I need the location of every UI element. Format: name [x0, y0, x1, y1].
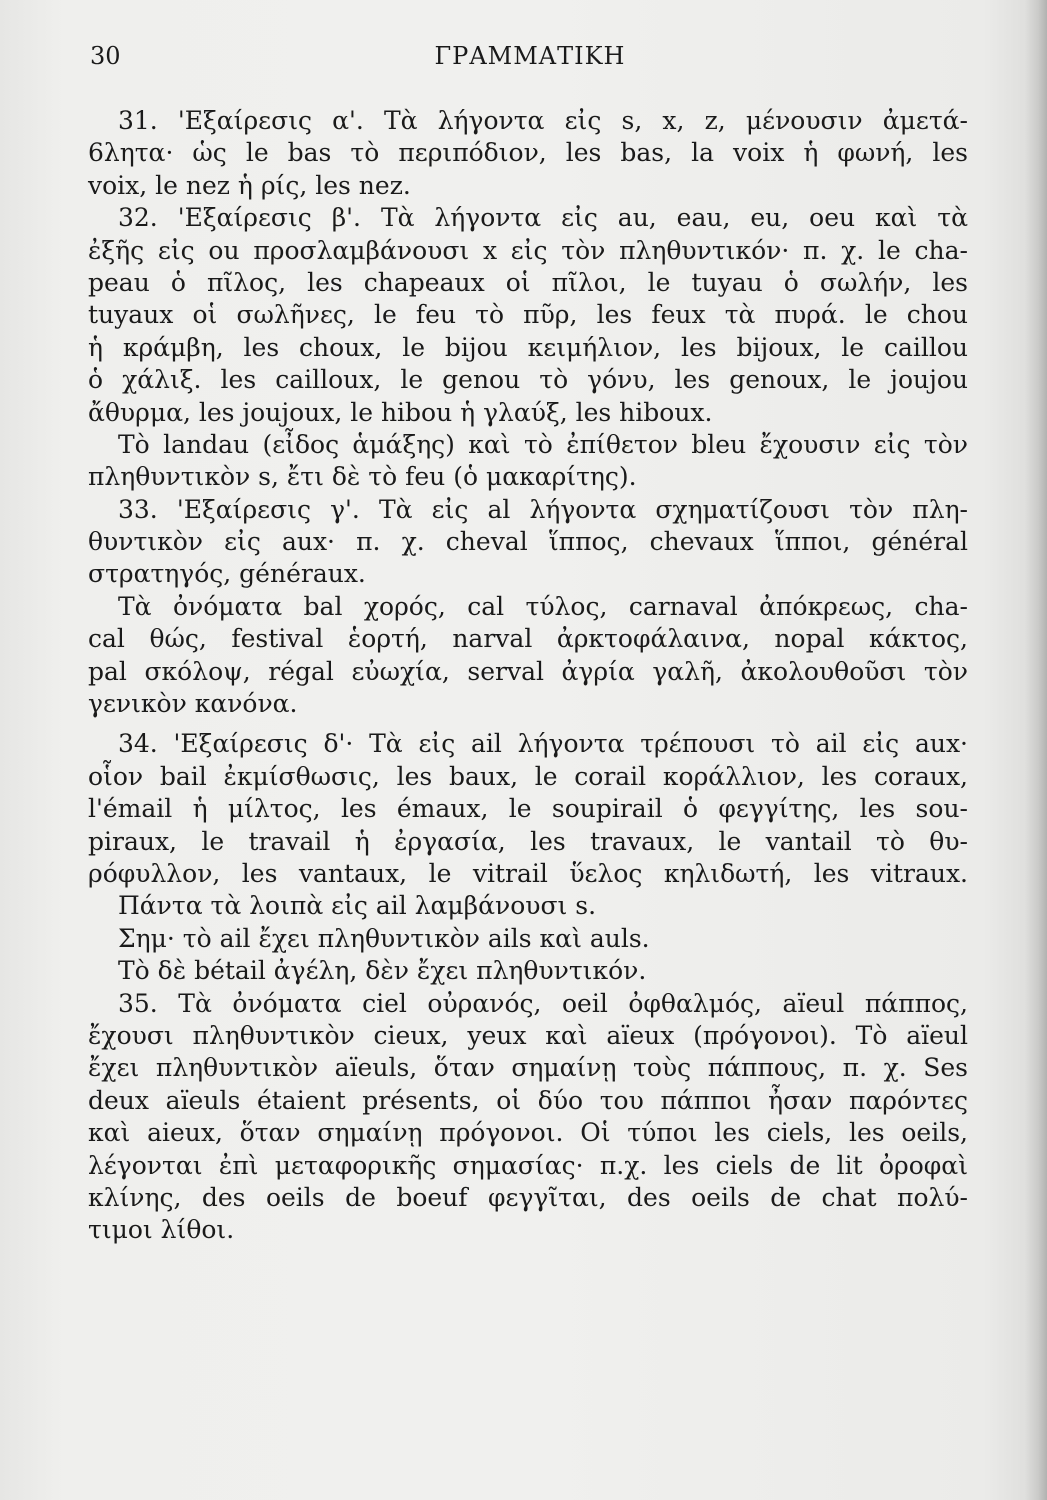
text-line: Πάντα τὰ λοιπὰ εἰς ail λαμβάνουσι s.	[118, 891, 597, 921]
text-line: 6λητα· ὡς le bas τὸ περιπόδιον, les bas, la voix ἡ φωνή, les	[88, 138, 968, 168]
text-line: 33. 'Εξαίρεσις γ'. Τὰ εἰς al λήγοντα σχηματίζουσι τὸν πλη-	[118, 494, 968, 524]
text-line: tuyaux οἱ σωλῆνες, le feu τὸ πῦρ, les feux τὰ πυρά. le chou	[88, 300, 968, 330]
text-line: πληθυντικὸν s, ἔτι δὲ τὸ feu (ὁ μακαρίτης).	[88, 462, 637, 492]
text-line: ἐξῆς εἰς ou προσλαμβάνουσι x εἰς τὸν πληθυντικόν· π. χ. le cha-	[88, 235, 968, 265]
text-line: ρόφυλλον, les vantaux, le vitrail ὕελος κηλιδωτή, les vitraux.	[88, 858, 968, 888]
text-line: l'émail ἡ μίλτος, les émaux, le soupirail ὁ φεγγίτης, les sou-	[88, 794, 968, 824]
text-line: ὁ χάλιξ. les cailloux, le genou τὸ γόνυ, les genoux, le joujou	[88, 365, 968, 395]
text-line: pal σκόλοψ, régal εὐωχία, serval ἀγρία γαλῆ, ἀκολουθοῦσι τὸν	[88, 656, 968, 686]
text-line: Σημ· τὸ ail ἔχει πληθυντικὸν ails καὶ auls.	[118, 923, 650, 953]
text-line: piraux, le travail ἡ ἐργασία, les travaux, le vantail τὸ θυ-	[88, 826, 968, 856]
text-line: ἔχουσι πληθυντικὸν cieux, yeux καὶ aïeux (πρόγονοι). Τὸ aïeul	[88, 1020, 968, 1050]
text-line: ἄθυρμα, les joujoux, le hibou ἡ γλαύξ, les hiboux.	[88, 397, 713, 427]
text-line: λέγονται ἐπὶ μεταφορικῆς σημασίας· π.χ. les ciels de lit ὀροφαὶ	[88, 1150, 968, 1180]
text-line: καὶ aieux, ὅταν σημαίνῃ πρόγονοι. Οἱ τύποι les ciels, les oeils,	[88, 1118, 968, 1148]
text-line: ἡ κράμβη, les choux, le bijou κειμήλιον, les bijoux, le caillou	[88, 332, 968, 362]
text-line: deux aïeuls étaient présents, οἱ δύο του πάπποι ἦσαν παρόντες	[88, 1085, 968, 1115]
text-line: γενικὸν κανόνα.	[88, 689, 298, 719]
binding-shadow	[1025, 0, 1047, 1500]
text-line: 32. 'Εξαίρεσις β'. Τὰ λήγοντα εἰς au, eau, eu, oeu καὶ τὰ	[118, 203, 968, 233]
text-line: ἔχει πληθυντικὸν aïeuls, ὅταν σημαίνῃ τοὺς πάππους, π. χ. Ses	[88, 1053, 968, 1083]
text-line: θυντικὸν εἰς aux· π. χ. cheval ἵππος, chevaux ἵπποι, général	[88, 527, 968, 557]
page-header	[90, 42, 970, 82]
text-line: Τὰ ὀνόματα bal χορός, cal τύλος, carnaval ἀπόκρεως, cha-	[118, 591, 968, 621]
text-line: voix, le nez ἡ ρίς, les nez.	[88, 170, 411, 200]
text-line: peau ὁ πῖλος, les chapeaux οἱ πῖλοι, le tuyau ὁ σωλήν, les	[88, 267, 968, 297]
text-line: Τὸ landau (εἶδος ἁμάξης) καὶ τὸ ἐπίθετον bleu ἔχουσιν εἰς τὸν	[118, 429, 968, 459]
running-title: ΓΡΑΜΜΑΤΙΚΗ	[434, 42, 626, 70]
body-text	[88, 105, 968, 1247]
page-number: 30	[90, 42, 121, 70]
text-line: cal θώς, festival ἑορτή, narval ἀρκτοφάλαινα, nopal κάκτος,	[88, 624, 968, 654]
text-line: 35. Τὰ ὀνόματα ciel οὐρανός, oeil ὀφθαλμός, aïeul πάππος,	[118, 988, 968, 1018]
text-line: 31. 'Εξαίρεσις α'. Τὰ λήγοντα εἰς s, x, z, μένουσιν ἀμετά-	[118, 106, 968, 135]
text-line: οἷον bail ἐκμίσθωσις, les baux, le corail κοράλλιον, les coraux,	[88, 761, 968, 791]
text-line: κλίνης, des oeils de boeuf φεγγῖται, des oeils de chat πολύ-	[88, 1182, 968, 1212]
text-line: Τὸ δὲ bétail ἀγέλη, δὲν ἔχει πληθυντικόν.	[118, 956, 647, 986]
text-line: 34. 'Εξαίρεσις δ'· Τὰ εἰς ail λήγοντα τρέπουσι τὸ ail εἰς aux·	[118, 729, 968, 759]
text-line: στρατηγός, généraux.	[88, 559, 366, 589]
text-line: τιμοι λίθοι.	[88, 1215, 235, 1245]
